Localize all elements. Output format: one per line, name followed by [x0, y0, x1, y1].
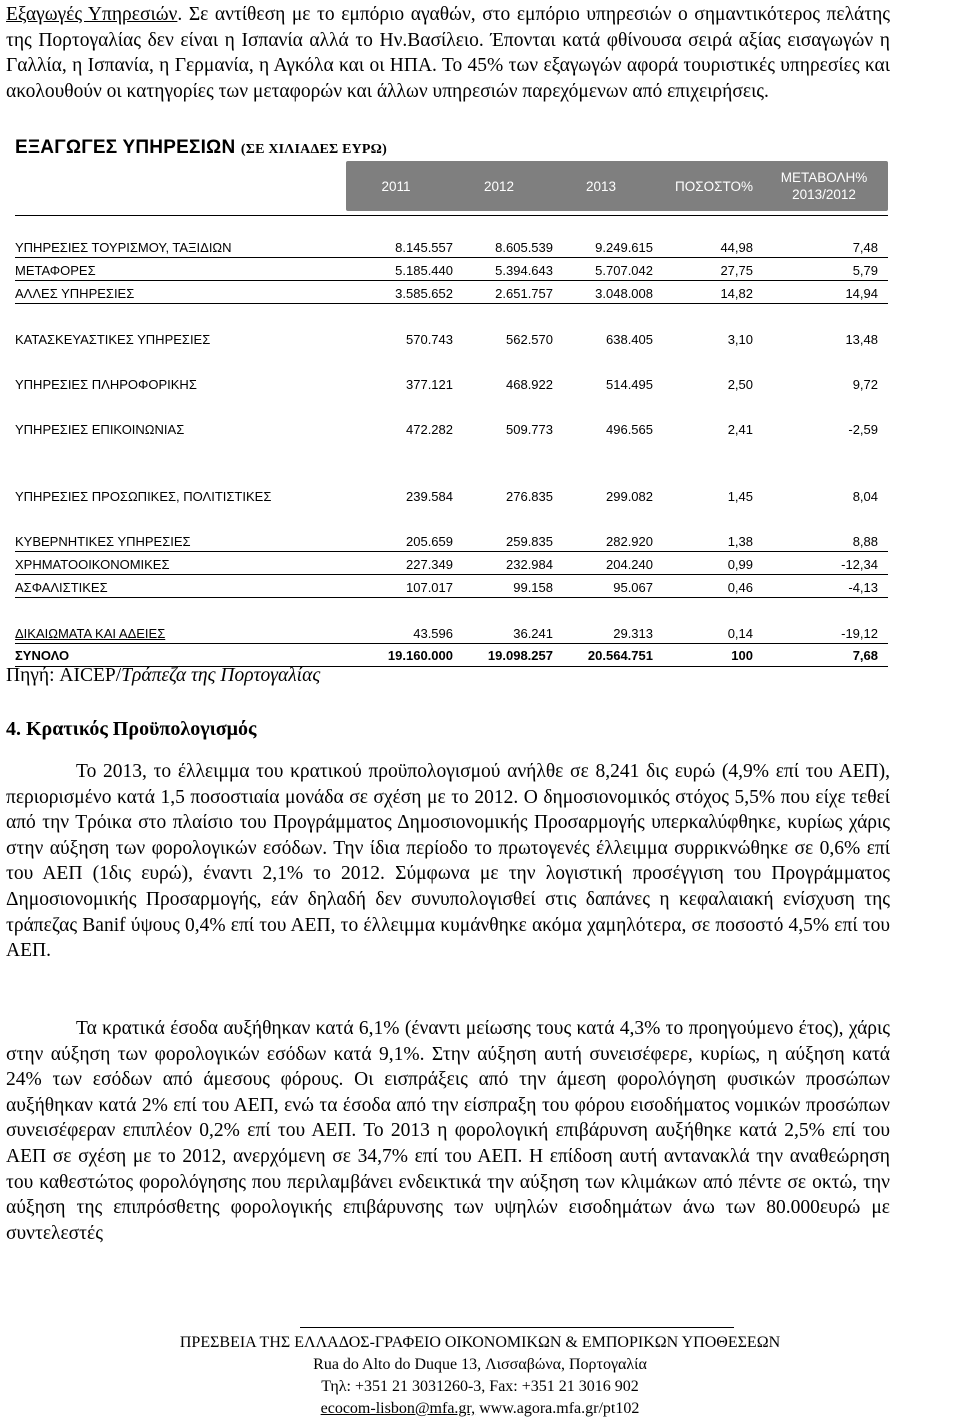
cell-share: 1,45 — [727, 489, 753, 504]
table-header-bar — [346, 161, 888, 211]
cell-share: 0,14 — [727, 626, 753, 641]
footer-rule — [300, 1327, 734, 1328]
header-change-line1: ΜΕΤΑΒΟΛΗ% — [780, 170, 868, 185]
cell-change: -19,12 — [841, 626, 878, 641]
cell-2012: 562.570 — [506, 332, 553, 347]
cell-2011: 570.743 — [406, 332, 453, 347]
footer-web[interactable]: www.agora.mfa.gr/pt102 — [475, 1400, 640, 1417]
cell-share: 27,75 — [720, 263, 753, 278]
source-prefix: Πηγή: AICEP/ — [6, 665, 122, 686]
cell-change: 8,88 — [852, 534, 878, 549]
table-row — [15, 486, 888, 506]
total-label: ΣΥΝΟΛΟ — [15, 648, 70, 663]
row-rule — [15, 597, 888, 598]
table-total-row — [15, 645, 888, 665]
footer-contact — [0, 1399, 960, 1419]
cell-share: 2,50 — [727, 377, 753, 392]
row-rule — [15, 303, 888, 304]
header-share: ΠΟΣΟΣΤΟ% — [675, 178, 753, 194]
total-share: 100 — [731, 648, 753, 663]
cell-share: 3,10 — [727, 332, 753, 347]
header-change-line2: 2013/2012 — [792, 187, 856, 202]
row-label: ΔΙΚΑΙΩΜΑΤΑ ΚΑΙ ΑΔΕΙΕΣ — [15, 626, 166, 641]
row-label: ΑΣΦΑΛΙΣΤΙΚΕΣ — [15, 580, 108, 595]
table-title-text: ΕΞΑΓΩΓΕΣ ΥΠΗΡΕΣΙΩΝ — [15, 137, 236, 158]
row-label: ΥΠΗΡΕΣΙΕΣ ΕΠΙΚΟΙΝΩΝΙΑΣ — [15, 422, 185, 437]
source-italic: Τράπεζα της Πορτογαλίας — [121, 665, 321, 686]
cell-2012: 276.835 — [506, 489, 553, 504]
cell-share: 1,38 — [727, 534, 753, 549]
cell-2012: 2.651.757 — [495, 286, 553, 301]
cell-share: 2,41 — [727, 422, 753, 437]
cell-change: 14,94 — [845, 286, 878, 301]
intro-paragraph — [6, 2, 890, 104]
total-change: 7,68 — [852, 648, 878, 663]
budget-paragraph-2: Τα κρατικά έσοδα αυξήθηκαν κατά 6,1% (έναντι μείωσης τους κατά 4,3% το προηγούμενο έτος), χάρις στην αύξηση των φορολογικών εσόδων κατά 9,1%. Στην αύξηση αυτή συνεισέφερε, κυρίως, η αύξηση κατά 24% των εσόδων από άμεσους φόρους. Οι εισπράξεις από την άμεση φορολόγηση φυσικών προσώπων αυξήθηκαν κατά 2% επί του ΑΕΠ, ενώ τα έσοδα από την είσπραξη του φόρου εισοδήματος νομικών προσώπων συνεισέφεραν επιπλέον 0,2% επί του ΑΕΠ. Το 2013 η φορολογική επιβάρυνση αυξήθηκε κατά 2,5% επί του ΑΕΠ σε σχέση με το 2012, ανερχόμενη σε 34,7% επί του ΑΕΠ. Η επίδοση αυτή αντανακλά την αναθεώρηση του καθεστώτος φορολόγησης που περιλαμβάνει ενδεικτικά την αύξηση των κλιμάκων από πέντε σε οκτώ, την αύξηση της επιπρόσθετης φορολογικής επιβάρυνσης των υψηλών εισοδημάτων άνω των 80.000ευρώ με συντελεστές — [6, 1018, 890, 1244]
cell-2013: 496.565 — [606, 422, 653, 437]
table-row — [15, 237, 888, 257]
cell-2011: 107.017 — [406, 580, 453, 595]
cell-2013: 514.495 — [606, 377, 653, 392]
row-label: ΥΠΗΡΕΣΙΕΣ ΠΛΗΡΟΦΟΡΙΚΗΣ — [15, 377, 197, 392]
cell-2011: 205.659 — [406, 534, 453, 549]
row-rule — [15, 280, 888, 281]
table-row — [15, 419, 888, 439]
header-2012: 2012 — [483, 178, 515, 194]
table-row — [15, 374, 888, 394]
cell-2012: 259.835 — [506, 534, 553, 549]
cell-2011: 472.282 — [406, 422, 453, 437]
row-rule — [15, 551, 888, 552]
cell-share: 14,82 — [720, 286, 753, 301]
table-header-rule — [15, 215, 888, 216]
cell-2012: 232.984 — [506, 557, 553, 572]
header-change — [760, 161, 888, 211]
cell-2013: 282.920 — [606, 534, 653, 549]
table-row — [15, 623, 888, 643]
cell-2013: 9.249.615 — [595, 240, 653, 255]
cell-2011: 227.349 — [406, 557, 453, 572]
row-label: ΥΠΗΡΕΣΙΕΣ ΠΡΟΣΩΠΙΚΕΣ, ΠΟΛΙΤΙΣΤΙΚΕΣ — [15, 489, 272, 504]
table-row — [15, 329, 888, 349]
table-row — [15, 283, 888, 303]
cell-2011: 377.121 — [406, 377, 453, 392]
cell-2012: 99.158 — [513, 580, 553, 595]
cell-change: 13,48 — [845, 332, 878, 347]
footer-address: Rua do Alto do Duque 13, Λισσαβώνα, Πορτογαλία — [313, 1356, 647, 1373]
table-row — [15, 531, 888, 551]
cell-2011: 43.596 — [413, 626, 453, 641]
cell-change: -4,13 — [848, 580, 878, 595]
cell-2011: 8.145.557 — [395, 240, 453, 255]
table-title — [15, 137, 387, 159]
cell-2013: 638.405 — [606, 332, 653, 347]
row-label: ΜΕΤΑΦΟΡΕΣ — [15, 263, 96, 278]
cell-change: 9,72 — [852, 377, 878, 392]
cell-2012: 509.773 — [506, 422, 553, 437]
cell-2012: 36.241 — [513, 626, 553, 641]
intro-text: . Σε αντίθεση με το εμπόριο αγαθών, στο εμπόριο υπηρεσιών ο σημαντικότερος πελάτης της Πορτογαλίας δεν είναι η Ισπανία αλλά το Ην.Βασίλειο. Έπονται κατά φθίνουσα σειρά αξίας εισαγωγών η Γαλλία, η Ισπανία, η Γερμανία, η Αγκόλα και οι ΗΠΑ. Το 45% των εξαγωγών αφορά τουριστικές υπηρεσίες και ακολουθούν οι κατηγορίες των μεταφορών και άλλων υπηρεσιών παρεχόμενων από επιχειρήσεις. — [6, 4, 890, 102]
cell-change: -2,59 — [848, 422, 878, 437]
table-row — [15, 554, 888, 574]
table-source — [6, 665, 320, 687]
cell-share: 0,99 — [727, 557, 753, 572]
cell-2011: 5.185.440 — [395, 263, 453, 278]
cell-2012: 468.922 — [506, 377, 553, 392]
cell-2012: 5.394.643 — [495, 263, 553, 278]
row-rule — [15, 257, 888, 258]
row-label: ΚΑΤΑΣΚΕΥΑΣΤΙΚΕΣ ΥΠΗΡΕΣΙΕΣ — [15, 332, 211, 347]
total-2011: 19.160.000 — [387, 648, 453, 663]
cell-2012: 8.605.539 — [495, 240, 553, 255]
section-heading: 4. Κρατικός Προϋπολογισμός — [6, 718, 257, 740]
cell-share: 44,98 — [720, 240, 753, 255]
intro-heading-link: Εξαγωγές Υπηρεσιών — [6, 4, 178, 25]
cell-2013: 204.240 — [606, 557, 653, 572]
cell-2013: 3.048.008 — [595, 286, 653, 301]
row-label: ΚΥΒΕΡΝΗΤΙΚΕΣ ΥΠΗΡΕΣΙΕΣ — [15, 534, 191, 549]
total-2013: 20.564.751 — [587, 648, 653, 663]
cell-share: 0,46 — [727, 580, 753, 595]
cell-2013: 299.082 — [606, 489, 653, 504]
cell-2011: 3.585.652 — [395, 286, 453, 301]
table-row — [15, 577, 888, 597]
cell-2013: 29.313 — [613, 626, 653, 641]
cell-2013: 5.707.042 — [595, 263, 653, 278]
row-label: ΑΛΛΕΣ ΥΠΗΡΕΣΙΕΣ — [15, 286, 135, 301]
row-rule — [15, 643, 888, 644]
footer-embassy: ΠΡΕΣΒΕΙΑ ΤΗΣ ΕΛΛΑΔΟΣ-ΓΡΑΦΕΙΟ ΟΙΚΟΝΟΜΙΚΩΝ & ΕΜΠΟΡΙΚΩΝ ΥΠΟΘΕΣΕΩΝ — [179, 1334, 781, 1351]
cell-change: 5,79 — [852, 263, 878, 278]
header-2013: 2013 — [585, 178, 617, 194]
row-rule — [15, 574, 888, 575]
cell-2013: 95.067 — [613, 580, 653, 595]
row-label: ΧΡΗΜΑΤΟΟΙΚΟΝΟΜΙΚΕΣ — [15, 557, 170, 572]
header-2011: 2011 — [381, 178, 411, 194]
footer-phone: Τηλ: +351 21 3031260-3, Fax: +351 21 3016 902 — [321, 1378, 639, 1395]
footer-email-link[interactable]: ecocom-lisbon@mfa.gr, — [320, 1400, 476, 1417]
table-subtitle: (ΣΕ ΧΙΛΙΑΔΕΣ ΕΥΡΩ) — [240, 142, 387, 157]
cell-change: -12,34 — [841, 557, 878, 572]
cell-change: 8,04 — [852, 489, 878, 504]
row-label: ΥΠΗΡΕΣΙΕΣ ΤΟΥΡΙΣΜΟΥ, ΤΑΞΙΔΙΩΝ — [15, 240, 232, 255]
budget-paragraph-1: Το 2013, το έλλειμμα του κρατικού προϋπολογισμού ανήλθε σε 8,241 δις ευρώ (4,9% επί του ΑΕΠ), περιορισμένο κατά 1,5 ποσοστιαία μονάδα σε σχέση με το 2012. Ο δημοσιονομικός στόχος 5,5% που είχε τεθεί από την Τρόικα στο πλαίσιο του Προγράμματος Δημοσιονομικής Προσαρμογής υπερκαλύφθηκε, κυρίως χάρις στην αύξηση των φορολογικών εσόδων. Την ίδια περίοδο το πρωτογενές έλλειμμα συρρικνώθηκε σε 0,6% επί του ΑΕΠ (1δις ευρώ), έναντι 2,1% το 2012. Σύμφωνα με την λογιστική προσέγγιση του Προγράμματος Δημοσιονομικής Προσαρμογής, εάν δηλαδή δεν συνυπολογισθεί στις δαπάνες η κεφαλαιακή ενίσχυση της τράπεζας Banif ύψους 0,4% επί του ΑΕΠ, το έλλειμμα κυμάνθηκε ακόμα χαμηλότερα, σε ποσοστό 4,5% επί του ΑΕΠ. — [6, 761, 890, 962]
cell-change: 7,48 — [852, 240, 878, 255]
total-2012: 19.098.257 — [487, 648, 553, 663]
cell-2011: 239.584 — [406, 489, 453, 504]
table-row — [15, 260, 888, 280]
page-number — [902, 1300, 960, 1410]
